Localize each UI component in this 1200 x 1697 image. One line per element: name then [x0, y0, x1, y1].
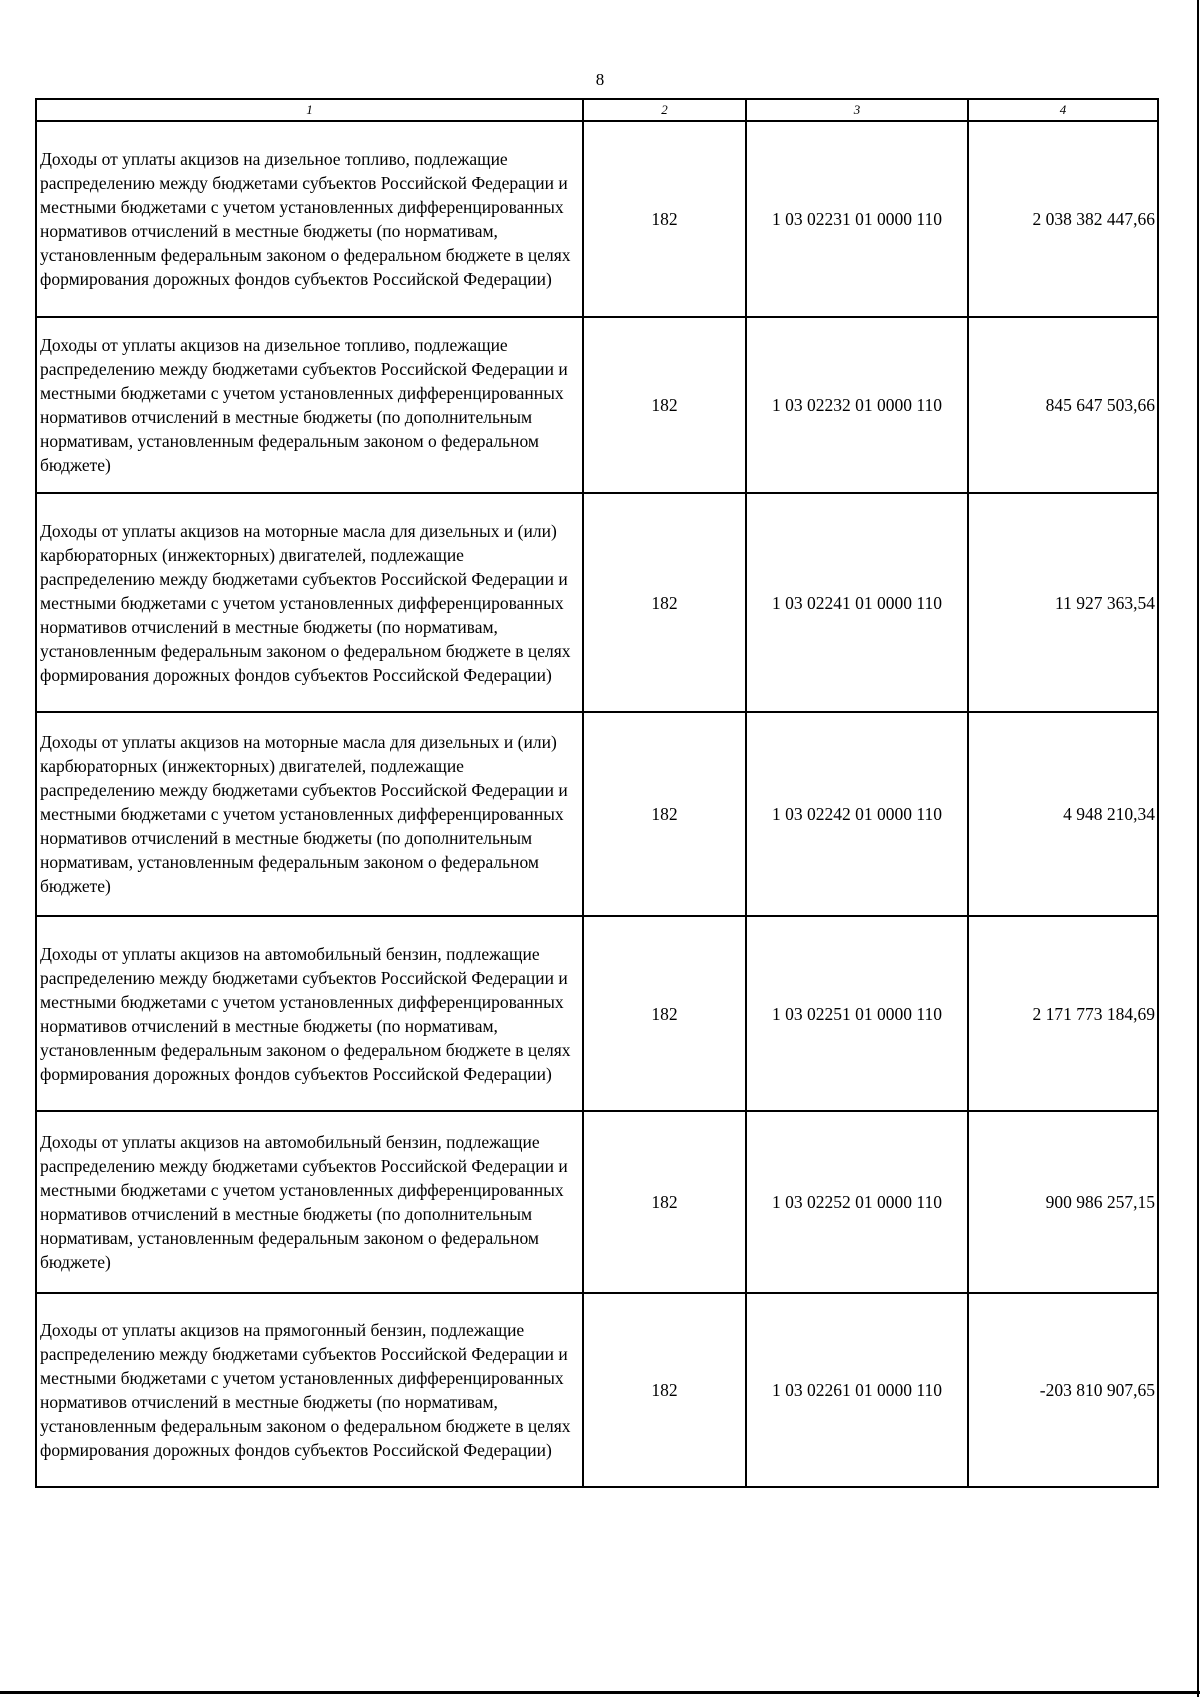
- column-header-budget-code: 3: [746, 99, 968, 121]
- table-row: [36, 916, 1158, 1111]
- scan-right-edge: [1197, 0, 1199, 1697]
- administrator-code: 182: [583, 493, 746, 712]
- budget-classification-code: 1 03 02251 01 0000 110: [746, 916, 968, 1111]
- table-row: [36, 712, 1158, 916]
- administrator-code: 182: [583, 317, 746, 493]
- administrator-code: 182: [583, 121, 746, 317]
- table-row: [36, 1111, 1158, 1293]
- administrator-code: 182: [583, 1111, 746, 1293]
- administrator-code: 182: [583, 712, 746, 916]
- revenue-description: Доходы от уплаты акцизов на моторные масла для дизельных и (или) карбюраторных (инжекторных) двигателей, подлежащие распределению между бюджетами субъектов Российской Федерации и местными бюджетами с учетом установленных дифференцированных нормативов отчислений в местные бюджеты (по нормативам, установленным федеральным законом о федеральном бюджете в целях формирования дорожных фондов субъектов Российской Федерации): [36, 493, 583, 712]
- budget-classification-code: 1 03 02252 01 0000 110: [746, 1111, 968, 1293]
- revenue-description: Доходы от уплаты акцизов на дизельное топливо, подлежащие распределению между бюджетами субъектов Российской Федерации и местными бюджетами с учетом установленных дифференцированных нормативов отчислений в местные бюджеты (по нормативам, установленным федеральным законом о федеральном бюджете в целях формирования дорожных фондов субъектов Российской Федерации): [36, 121, 583, 317]
- revenue-description: Доходы от уплаты акцизов на автомобильный бензин, подлежащие распределению между бюджетами субъектов Российской Федерации и местными бюджетами с учетом установленных дифференцированных нормативов отчислений в местные бюджеты (по нормативам, установленным федеральным законом о федеральном бюджете в целях формирования дорожных фондов субъектов Российской Федерации): [36, 916, 583, 1111]
- administrator-code: 182: [583, 916, 746, 1111]
- budget-classification-code: 1 03 02242 01 0000 110: [746, 712, 968, 916]
- scan-bottom-edge: [0, 1691, 1200, 1694]
- revenue-amount: 2 171 773 184,69: [968, 916, 1158, 1111]
- revenue-amount: 900 986 257,15: [968, 1111, 1158, 1293]
- revenue-description: Доходы от уплаты акцизов на моторные масла для дизельных и (или) карбюраторных (инжекторных) двигателей, подлежащие распределению между бюджетами субъектов Российской Федерации и местными бюджетами с учетом установленных дифференцированных нормативов отчислений в местные бюджеты (по дополнительным нормативам, установленным федеральным законом о федеральном бюджете): [36, 712, 583, 916]
- administrator-code: 182: [583, 1293, 746, 1487]
- revenue-amount: 845 647 503,66: [968, 317, 1158, 493]
- revenue-amount: 11 927 363,54: [968, 493, 1158, 712]
- table-row: [36, 1293, 1158, 1487]
- column-header-admin-code: 2: [583, 99, 746, 121]
- table-row: [36, 121, 1158, 317]
- page-number: 8: [595, 70, 605, 89]
- revenue-amount: 4 948 210,34: [968, 712, 1158, 916]
- header-row: [36, 99, 1158, 121]
- revenue-amount: -203 810 907,65: [968, 1293, 1158, 1487]
- column-header-amount: 4: [968, 99, 1158, 121]
- revenue-amount: 2 038 382 447,66: [968, 121, 1158, 317]
- budget-classification-code: 1 03 02231 01 0000 110: [746, 121, 968, 317]
- revenue-description: Доходы от уплаты акцизов на дизельное топливо, подлежащие распределению между бюджетами субъектов Российской Федерации и местными бюджетами с учетом установленных дифференцированных нормативов отчислений в местные бюджеты (по дополнительным нормативам, установленным федеральным законом о федеральном бюджете): [36, 317, 583, 493]
- table-row: [36, 317, 1158, 493]
- revenue-description: Доходы от уплаты акцизов на автомобильный бензин, подлежащие распределению между бюджетами субъектов Российской Федерации и местными бюджетами с учетом установленных дифференцированных нормативов отчислений в местные бюджеты (по дополнительным нормативам, установленным федеральным законом о федеральном бюджете): [36, 1111, 583, 1293]
- revenue-description: Доходы от уплаты акцизов на прямогонный бензин, подлежащие распределению между бюджетами субъектов Российской Федерации и местными бюджетами с учетом установленных дифференцированных нормативов отчислений в местные бюджеты (по нормативам, установленным федеральным законом о федеральном бюджете в целях формирования дорожных фондов субъектов Российской Федерации): [36, 1293, 583, 1487]
- budget-classification-code: 1 03 02261 01 0000 110: [746, 1293, 968, 1487]
- table-row: [36, 493, 1158, 712]
- column-header-description: 1: [36, 99, 583, 121]
- budget-classification-code: 1 03 02241 01 0000 110: [746, 493, 968, 712]
- revenue-table: [35, 98, 1159, 1488]
- budget-classification-code: 1 03 02232 01 0000 110: [746, 317, 968, 493]
